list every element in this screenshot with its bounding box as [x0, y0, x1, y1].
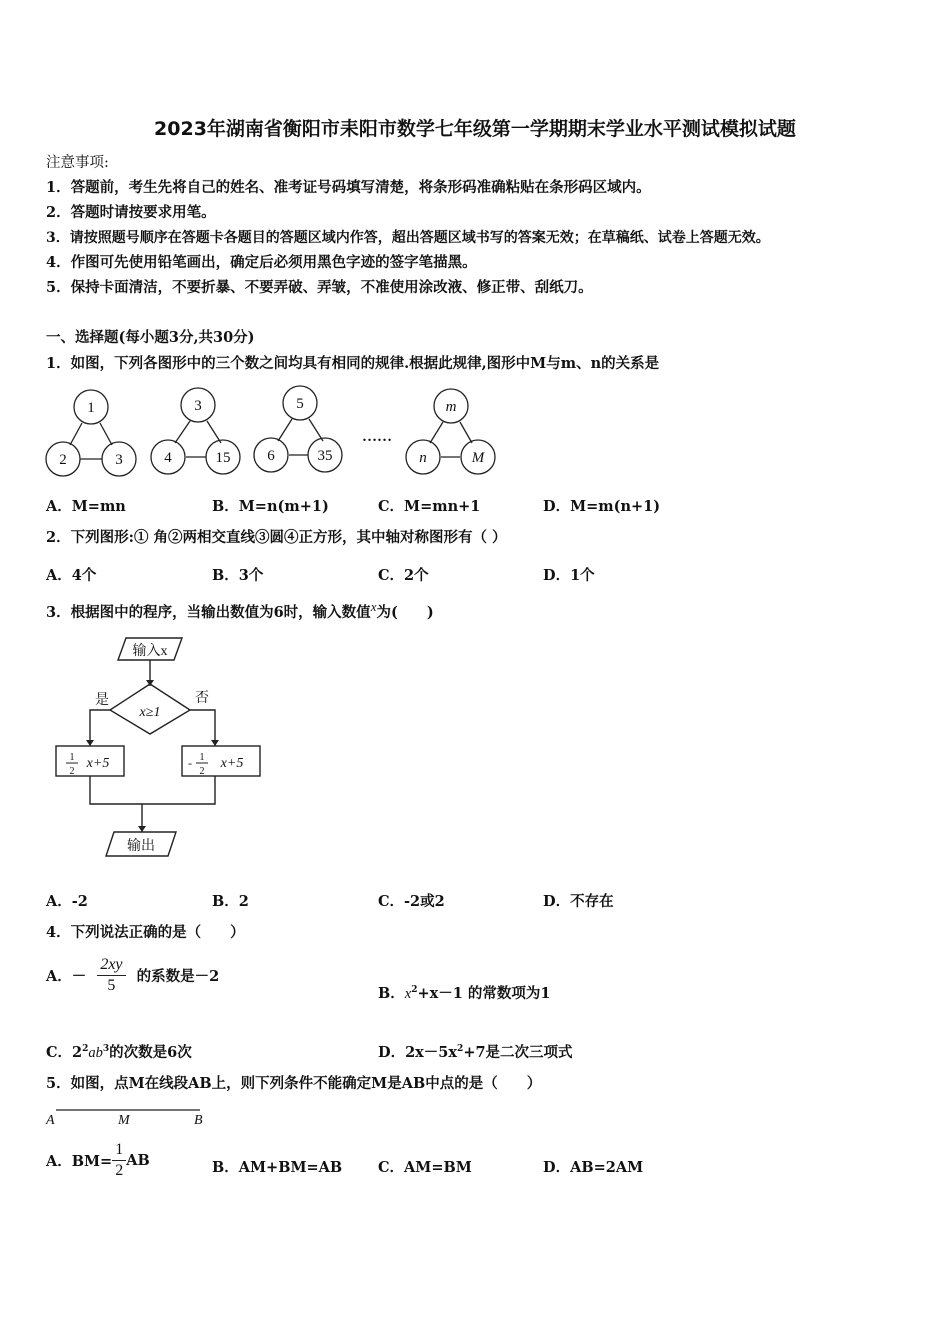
q1-option-c: C．M=mn+1 — [378, 498, 481, 515]
question-3-stem — [46, 598, 434, 622]
notice-item: 4．作图可先使用铅笔画出，确定后必须用黑色字迹的签字笔描黑。 — [46, 254, 477, 271]
q3-option-b: B．2 — [212, 893, 249, 910]
q1-option-b: B．M=n(m+1) — [212, 498, 329, 515]
q4-option-b-sup: 2 — [411, 985, 418, 996]
flow-right-frac-den: 2 — [199, 766, 205, 777]
q4-option-d-tail: +7是二次三项式 — [463, 1044, 573, 1061]
triangle-4-left: n — [419, 450, 427, 466]
ellipsis: …… — [362, 429, 392, 445]
q4-option-b-rest: +x－1 — [417, 985, 463, 1002]
flow-output: 输出 — [127, 839, 155, 854]
q3-stem-var: x — [370, 599, 377, 614]
q4-option-d — [378, 1041, 573, 1062]
q5-option-a-label: A．BM= — [46, 1153, 113, 1170]
q5-option-b: B．AM+BM=AB — [212, 1159, 343, 1176]
q4-option-b-math: x — [404, 986, 412, 1002]
flow-left-frac-den: 2 — [69, 766, 75, 777]
notice-heading: 注意事项: — [46, 155, 109, 171]
q2-option-b: B．3个 — [212, 567, 264, 584]
q5-option-a — [46, 1140, 150, 1181]
q4-option-d-label: D．2x－5x — [378, 1044, 458, 1061]
triangle-2-top: 3 — [194, 398, 202, 414]
q4-option-b-label: B． — [378, 985, 405, 1002]
triangle-3-left: 6 — [267, 448, 275, 464]
q4-option-c-sup1: 2 — [82, 1044, 89, 1055]
flow-right-box: x+5 — [220, 756, 244, 771]
q5-option-a-fraction — [112, 1140, 126, 1181]
q4-option-c-math: ab — [88, 1045, 103, 1061]
q3-option-a: A．-2 — [46, 893, 88, 910]
q3-stem-pre: 3．根据图中的程序，当输出数值为6时，输入数值 — [46, 603, 371, 621]
q2-option-c: C．2个 — [378, 567, 429, 584]
q4-option-c — [46, 1041, 192, 1062]
flow-yes: 是 — [95, 693, 109, 708]
notice-item: 1．答题前，考生先将自己的姓名、准考证号码填写清楚，将条形码准确粘贴在条形码区域内。 — [46, 179, 651, 196]
q4-option-a — [46, 955, 219, 996]
point-a-label: A — [46, 1113, 55, 1128]
flow-left-frac-num: 1 — [69, 752, 75, 763]
triangle-2-left: 4 — [164, 450, 172, 466]
flow-no: 否 — [195, 691, 209, 706]
fraction-numerator: 1 — [112, 1140, 126, 1161]
triangle-2-right: 15 — [215, 450, 231, 466]
point-m-label: M — [118, 1113, 130, 1128]
triangle-4-right: M — [471, 450, 485, 466]
q3-option-c: C．-2或2 — [378, 893, 445, 910]
triangle-1-top: 1 — [87, 400, 95, 416]
notice-item: 5．保持卡面清洁，不要折暴、不要弄破、弄皱，不准使用涂改液、修正带、刮纸刀。 — [46, 279, 593, 296]
triangle-1-left: 2 — [59, 452, 67, 468]
point-b-label: B — [194, 1113, 203, 1128]
question-4-stem: 4．下列说法正确的是（ ） — [46, 924, 245, 941]
segment-figure — [42, 1102, 222, 1132]
triangle-pattern-figure — [40, 385, 510, 485]
section-heading: 一、选择题(每小题3分,共30分) — [46, 329, 255, 346]
fraction-denominator: 2 — [115, 1162, 124, 1179]
triangle-4-top: m — [445, 399, 457, 415]
q4-option-a-label: A．－ — [46, 968, 87, 985]
q4-option-c-sup2: 3 — [102, 1044, 110, 1055]
q4-option-d-sup: 2 — [457, 1044, 464, 1055]
q4-option-a-tail: 的系数是－2 — [136, 968, 220, 985]
flow-right-minus: - — [188, 756, 192, 770]
question-2-stem: 2．下列图形:① 角②两相交直线③圆④正方形，其中轴对称图形有（ ） — [46, 529, 507, 546]
flowchart-figure — [50, 634, 280, 864]
q5-option-a-tail: AB — [126, 1152, 150, 1169]
question-5-stem: 5．如图，点M在线段AB上，则下列条件不能确定M是AB中点的是（ ） — [46, 1075, 542, 1092]
q1-option-d: D．M=m(n+1) — [543, 498, 661, 515]
triangle-3-right: 35 — [317, 448, 333, 464]
q4-option-c-label: C．2 — [46, 1044, 83, 1061]
q3-stem-post: 为( ) — [376, 603, 434, 621]
question-1-stem: 1．如图，下列各图形中的三个数之间均具有相同的规律.根据此规律,图形中M与m、n的关系是 — [46, 355, 660, 372]
q3-option-d: D．不存在 — [543, 893, 614, 910]
notice-item: 3．请按照题号顺序在答题卡各题目的答题区域内作答，超出答题区域书写的答案无效；在草稿纸、试卷上答题无效。 — [46, 230, 770, 246]
q5-option-d: D．AB=2AM — [543, 1159, 644, 1176]
q4-option-b — [378, 982, 551, 1003]
q4-option-c-tail: 的次数是6次 — [109, 1044, 192, 1061]
flow-condition: x≥1 — [139, 705, 161, 720]
triangle-3-top: 5 — [296, 396, 304, 412]
triangle-1-right: 3 — [115, 452, 123, 468]
q2-option-a: A．4个 — [46, 567, 97, 584]
fraction-denominator: 5 — [107, 977, 116, 994]
q4-option-a-fraction — [97, 955, 125, 996]
notice-item: 2．答题时请按要求用笔。 — [46, 204, 216, 221]
page-title: 2023年湖南省衡阳市耒阳市数学七年级第一学期期末学业水平测试模拟试题 — [154, 118, 796, 140]
q2-option-d: D．1个 — [543, 567, 595, 584]
q5-option-c: C．AM=BM — [378, 1159, 472, 1176]
flow-right-frac-num: 1 — [199, 752, 205, 763]
flow-left-box: x+5 — [86, 756, 110, 771]
flow-input: 输入x — [132, 644, 168, 659]
q1-option-a: A．M=mn — [46, 498, 126, 515]
fraction-numerator: 2xy — [97, 955, 125, 976]
q4-option-b-tail: 的常数项为1 — [467, 985, 551, 1002]
